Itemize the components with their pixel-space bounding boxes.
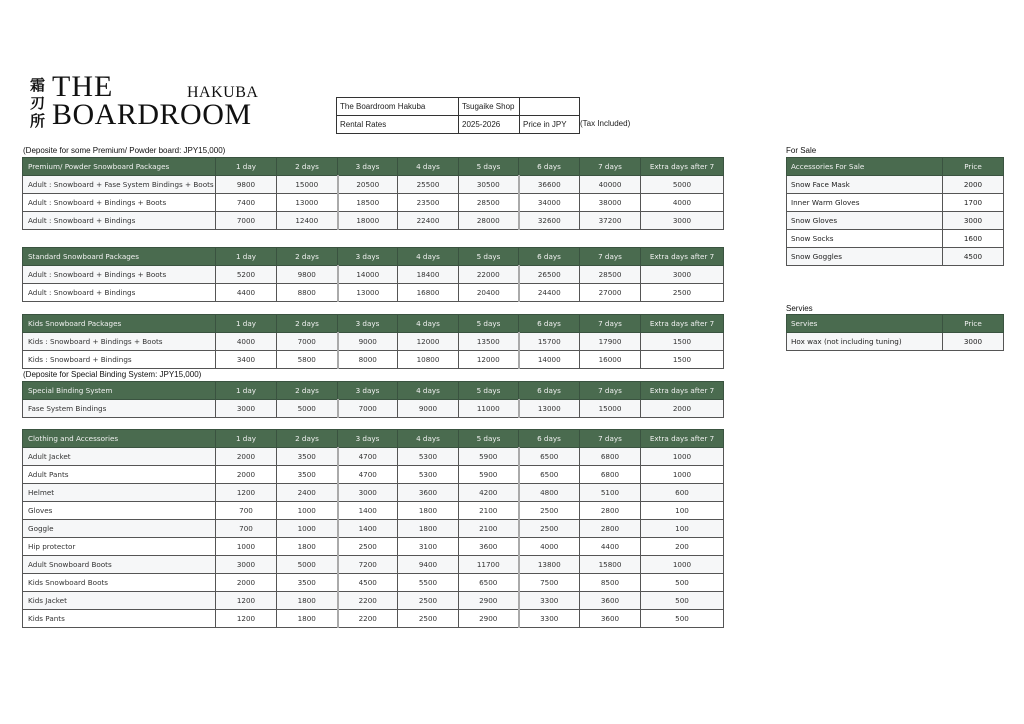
rates-table [22, 429, 724, 628]
for-sale-item-price: 1600 [943, 230, 1004, 248]
services-item-name: Hox wax (not including tuning) [787, 333, 943, 351]
item-name: Kids : Snowboard + Bindings + Boots [23, 333, 216, 351]
table-row [23, 502, 724, 520]
price-cell: 3100 [398, 538, 459, 556]
rates-header-row [23, 158, 724, 176]
for-sale-item-name: Snow Socks [787, 230, 943, 248]
table-row [23, 266, 724, 284]
price-cell: 2200 [338, 592, 398, 610]
price-cell: 32600 [519, 212, 580, 230]
info-row [337, 98, 580, 116]
column-header: 3 days [338, 430, 398, 448]
column-header: 1 day [216, 382, 277, 400]
price-cell: 500 [641, 574, 724, 592]
price-cell: 2100 [459, 520, 519, 538]
price-cell: 500 [641, 610, 724, 628]
table-row [23, 610, 724, 628]
for-sale-title: For Sale [786, 146, 817, 155]
item-name: Adult : Snowboard + Bindings + Boots [23, 266, 216, 284]
column-header: 3 days [338, 158, 398, 176]
for-sale-item-name: Inner Warm Gloves [787, 194, 943, 212]
price-cell: 5000 [641, 176, 724, 194]
column-header: 7 days [580, 382, 641, 400]
price-cell: 100 [641, 502, 724, 520]
column-header: 2 days [277, 158, 338, 176]
price-cell: 3000 [216, 400, 277, 418]
price-cell: 1000 [641, 448, 724, 466]
price-cell: 700 [216, 502, 277, 520]
info-shop-name: The Boardroom Hakuba [337, 98, 459, 116]
logo-line-the: THE [52, 70, 114, 103]
price-cell: 3500 [277, 448, 338, 466]
price-cell: 2500 [338, 538, 398, 556]
price-cell: 13500 [459, 333, 519, 351]
rates-table [22, 157, 724, 230]
column-header: 7 days [580, 248, 641, 266]
column-header: 3 days [338, 382, 398, 400]
price-cell: 4400 [216, 284, 277, 302]
price-cell: 1000 [216, 538, 277, 556]
column-header: Extra days after 7 [641, 158, 724, 176]
price-cell: 3600 [580, 592, 641, 610]
price-cell: 4800 [519, 484, 580, 502]
price-cell: 4700 [338, 466, 398, 484]
price-cell: 11700 [459, 556, 519, 574]
price-cell: 2800 [580, 502, 641, 520]
table-title: Clothing and Accessories [23, 430, 216, 448]
price-cell: 700 [216, 520, 277, 538]
for-sale-row [787, 176, 1004, 194]
price-cell: 7400 [216, 194, 277, 212]
column-header: Extra days after 7 [641, 315, 724, 333]
price-cell: 1400 [338, 520, 398, 538]
services-item-price: 3000 [943, 333, 1004, 351]
price-cell: 1200 [216, 484, 277, 502]
price-cell: 1200 [216, 610, 277, 628]
price-cell: 500 [641, 592, 724, 610]
info-shop-location: Tsugaike Shop [459, 98, 520, 116]
price-cell: 3000 [641, 266, 724, 284]
column-header: 5 days [459, 315, 519, 333]
rates-header-row [23, 315, 724, 333]
price-cell: 28000 [459, 212, 519, 230]
price-cell: 1500 [641, 333, 724, 351]
price-cell: 5200 [216, 266, 277, 284]
price-cell: 22000 [459, 266, 519, 284]
price-cell: 1200 [216, 592, 277, 610]
info-currency: Price in JPY [520, 116, 580, 134]
item-name: Kids Jacket [23, 592, 216, 610]
price-cell: 9800 [216, 176, 277, 194]
column-header: 5 days [459, 382, 519, 400]
column-header: Extra days after 7 [641, 382, 724, 400]
column-header: 6 days [519, 315, 580, 333]
price-cell: 30500 [459, 176, 519, 194]
price-cell: 3500 [277, 574, 338, 592]
column-header: 6 days [519, 382, 580, 400]
price-cell: 12400 [277, 212, 338, 230]
price-cell: 7000 [216, 212, 277, 230]
price-cell: 28500 [580, 266, 641, 284]
price-cell: 2500 [398, 610, 459, 628]
item-name: Kids : Snowboard + Bindings [23, 351, 216, 369]
price-cell: 5300 [398, 466, 459, 484]
for-sale-row [787, 212, 1004, 230]
table-row [23, 333, 724, 351]
info-row [337, 116, 580, 134]
price-cell: 13800 [519, 556, 580, 574]
price-cell: 100 [641, 520, 724, 538]
price-cell: 20400 [459, 284, 519, 302]
price-cell: 9400 [398, 556, 459, 574]
price-cell: 2100 [459, 502, 519, 520]
for-sale-item-price: 2000 [943, 176, 1004, 194]
column-header: 5 days [459, 158, 519, 176]
price-cell: 6800 [580, 466, 641, 484]
column-header: 7 days [580, 430, 641, 448]
price-cell: 20500 [338, 176, 398, 194]
price-cell: 1800 [398, 520, 459, 538]
services-header-item: Servies [787, 315, 943, 333]
for-sale-item-price: 1700 [943, 194, 1004, 212]
column-header: 7 days [580, 158, 641, 176]
price-cell: 1800 [398, 502, 459, 520]
price-cell: 5000 [277, 556, 338, 574]
services-header-row [787, 315, 1004, 333]
table-title: Kids Snowboard Packages [23, 315, 216, 333]
table-row [23, 176, 724, 194]
price-cell: 5900 [459, 448, 519, 466]
price-cell: 1800 [277, 538, 338, 556]
column-header: 1 day [216, 248, 277, 266]
price-cell: 2000 [216, 466, 277, 484]
rates-table [22, 314, 724, 369]
price-cell: 22400 [398, 212, 459, 230]
price-cell: 38000 [580, 194, 641, 212]
item-name: Adult Pants [23, 466, 216, 484]
rates-header-row [23, 248, 724, 266]
item-name: Adult Jacket [23, 448, 216, 466]
price-cell: 18500 [338, 194, 398, 212]
item-name: Helmet [23, 484, 216, 502]
table-title: Standard Snowboard Packages [23, 248, 216, 266]
for-sale-table [786, 157, 1004, 266]
item-name: Kids Snowboard Boots [23, 574, 216, 592]
price-cell: 1000 [641, 466, 724, 484]
rates-header-row [23, 382, 724, 400]
column-header: 2 days [277, 248, 338, 266]
price-cell: 23500 [398, 194, 459, 212]
item-name: Adult : Snowboard + Bindings + Boots [23, 194, 216, 212]
price-cell: 5900 [459, 466, 519, 484]
price-cell: 3000 [338, 484, 398, 502]
price-cell: 1000 [641, 556, 724, 574]
price-cell: 6500 [459, 574, 519, 592]
price-cell: 6800 [580, 448, 641, 466]
price-cell: 2900 [459, 610, 519, 628]
price-cell: 6500 [519, 448, 580, 466]
price-cell: 10800 [398, 351, 459, 369]
price-cell: 2500 [641, 284, 724, 302]
price-cell: 4400 [580, 538, 641, 556]
table-row [23, 194, 724, 212]
price-cell: 11000 [459, 400, 519, 418]
table-row [23, 284, 724, 302]
price-cell: 2500 [519, 520, 580, 538]
column-header: 6 days [519, 158, 580, 176]
price-cell: 15000 [277, 176, 338, 194]
for-sale-item-name: Snow Gloves [787, 212, 943, 230]
table-row [23, 520, 724, 538]
column-header: Extra days after 7 [641, 430, 724, 448]
price-cell: 9000 [398, 400, 459, 418]
price-cell: 7200 [338, 556, 398, 574]
price-cell: 15800 [580, 556, 641, 574]
price-cell: 12000 [459, 351, 519, 369]
price-cell: 4700 [338, 448, 398, 466]
for-sale-item-name: Snow Goggles [787, 248, 943, 266]
price-cell: 6500 [519, 466, 580, 484]
for-sale-header-price: Price [943, 158, 1004, 176]
price-cell: 4500 [338, 574, 398, 592]
price-cell: 1800 [277, 610, 338, 628]
table-title: Special Binding System [23, 382, 216, 400]
services-row [787, 333, 1004, 351]
price-cell: 1400 [338, 502, 398, 520]
table-row [23, 592, 724, 610]
price-cell: 13000 [277, 194, 338, 212]
column-header: 4 days [398, 430, 459, 448]
price-cell: 1000 [277, 520, 338, 538]
price-cell: 40000 [580, 176, 641, 194]
for-sale-item-price: 4500 [943, 248, 1004, 266]
price-cell: 3600 [459, 538, 519, 556]
price-cell: 2400 [277, 484, 338, 502]
column-header: 4 days [398, 158, 459, 176]
table-row [23, 466, 724, 484]
for-sale-header-item: Accessories For Sale [787, 158, 943, 176]
price-cell: 16000 [580, 351, 641, 369]
price-cell: 1800 [277, 592, 338, 610]
price-cell: 26500 [519, 266, 580, 284]
price-cell: 1500 [641, 351, 724, 369]
price-cell: 14000 [519, 351, 580, 369]
price-cell: 3300 [519, 610, 580, 628]
item-name: Adult Snowboard Boots [23, 556, 216, 574]
price-cell: 18000 [338, 212, 398, 230]
services-table [786, 314, 1004, 351]
price-cell: 8500 [580, 574, 641, 592]
table-row [23, 212, 724, 230]
price-cell: 2000 [641, 400, 724, 418]
table-row [23, 448, 724, 466]
column-header: 1 day [216, 158, 277, 176]
info-empty-cell [520, 98, 580, 116]
column-header: 2 days [277, 382, 338, 400]
price-cell: 28500 [459, 194, 519, 212]
tax-note: (Tax Included) [580, 119, 631, 128]
price-cell: 1000 [277, 502, 338, 520]
rates-header-row [23, 430, 724, 448]
for-sale-row [787, 194, 1004, 212]
price-cell: 7000 [277, 333, 338, 351]
for-sale-item-price: 3000 [943, 212, 1004, 230]
item-name: Adult : Snowboard + Bindings [23, 284, 216, 302]
column-header: 3 days [338, 248, 398, 266]
price-cell: 3600 [580, 610, 641, 628]
price-cell: 9000 [338, 333, 398, 351]
price-cell: 15000 [580, 400, 641, 418]
price-cell: 3300 [519, 592, 580, 610]
table-row [23, 574, 724, 592]
price-cell: 25500 [398, 176, 459, 194]
price-cell: 4000 [641, 194, 724, 212]
column-header: 5 days [459, 248, 519, 266]
column-header: 6 days [519, 248, 580, 266]
price-cell: 3000 [216, 556, 277, 574]
price-cell: 3400 [216, 351, 277, 369]
price-cell: 2200 [338, 610, 398, 628]
price-cell: 2500 [398, 592, 459, 610]
column-header: 4 days [398, 315, 459, 333]
price-cell: 36600 [519, 176, 580, 194]
column-header: 3 days [338, 315, 398, 333]
price-cell: 600 [641, 484, 724, 502]
price-cell: 27000 [580, 284, 641, 302]
price-cell: 34000 [519, 194, 580, 212]
binding-deposit-note: (Deposite for Special Binding System: JPY15,000) [23, 370, 202, 379]
price-cell: 2800 [580, 520, 641, 538]
price-cell: 5800 [277, 351, 338, 369]
for-sale-row [787, 248, 1004, 266]
price-cell: 5100 [580, 484, 641, 502]
column-header: 7 days [580, 315, 641, 333]
price-cell: 12000 [398, 333, 459, 351]
item-name: Fase System Bindings [23, 400, 216, 418]
item-name: Adult : Snowboard + Bindings [23, 212, 216, 230]
for-sale-row [787, 230, 1004, 248]
table-row [23, 400, 724, 418]
info-season: 2025-2026 [459, 116, 520, 134]
logo-kanji: 霜刃所 [30, 76, 46, 130]
column-header: 5 days [459, 430, 519, 448]
price-cell: 4200 [459, 484, 519, 502]
price-cell: 8800 [277, 284, 338, 302]
column-header: 2 days [277, 430, 338, 448]
price-cell: 2900 [459, 592, 519, 610]
price-cell: 13000 [519, 400, 580, 418]
for-sale-item-name: Snow Face Mask [787, 176, 943, 194]
table-row [23, 556, 724, 574]
price-cell: 7500 [519, 574, 580, 592]
price-cell: 17900 [580, 333, 641, 351]
info-rental-rates: Rental Rates [337, 116, 459, 134]
column-header: 2 days [277, 315, 338, 333]
services-title: Servies [786, 304, 813, 313]
column-header: 1 day [216, 430, 277, 448]
table-row [23, 484, 724, 502]
price-cell: 5500 [398, 574, 459, 592]
price-cell: 2000 [216, 448, 277, 466]
column-header: 6 days [519, 430, 580, 448]
services-header-price: Price [943, 315, 1004, 333]
price-cell: 5000 [277, 400, 338, 418]
price-cell: 3000 [641, 212, 724, 230]
info-table [336, 97, 580, 134]
price-cell: 14000 [338, 266, 398, 284]
price-cell: 4000 [216, 333, 277, 351]
rates-table [22, 247, 724, 302]
price-cell: 7000 [338, 400, 398, 418]
price-cell: 3500 [277, 466, 338, 484]
boardroom-logo [30, 72, 260, 132]
price-cell: 5300 [398, 448, 459, 466]
price-cell: 3600 [398, 484, 459, 502]
column-header: 4 days [398, 382, 459, 400]
premium-deposit-note: (Deposite for some Premium/ Powder board: JPY15,000) [23, 146, 226, 155]
price-cell: 13000 [338, 284, 398, 302]
price-cell: 2500 [519, 502, 580, 520]
price-cell: 2000 [216, 574, 277, 592]
price-cell: 15700 [519, 333, 580, 351]
table-row [23, 538, 724, 556]
column-header: 4 days [398, 248, 459, 266]
item-name: Adult : Snowboard + Fase System Bindings + Boots [23, 176, 216, 194]
logo-location: HAKUBA [187, 84, 259, 101]
rates-table [22, 381, 724, 418]
item-name: Gloves [23, 502, 216, 520]
price-cell: 9800 [277, 266, 338, 284]
price-cell: 200 [641, 538, 724, 556]
price-cell: 24400 [519, 284, 580, 302]
price-cell: 4000 [519, 538, 580, 556]
column-header: 1 day [216, 315, 277, 333]
logo-line-boardroom: BOARDROOM [52, 98, 252, 131]
for-sale-header-row [787, 158, 1004, 176]
item-name: Kids Pants [23, 610, 216, 628]
item-name: Goggle [23, 520, 216, 538]
price-cell: 37200 [580, 212, 641, 230]
price-cell: 18400 [398, 266, 459, 284]
price-cell: 8000 [338, 351, 398, 369]
column-header: Extra days after 7 [641, 248, 724, 266]
price-cell: 16800 [398, 284, 459, 302]
table-row [23, 351, 724, 369]
item-name: Hip protector [23, 538, 216, 556]
table-title: Premium/ Powder Snowboard Packages [23, 158, 216, 176]
